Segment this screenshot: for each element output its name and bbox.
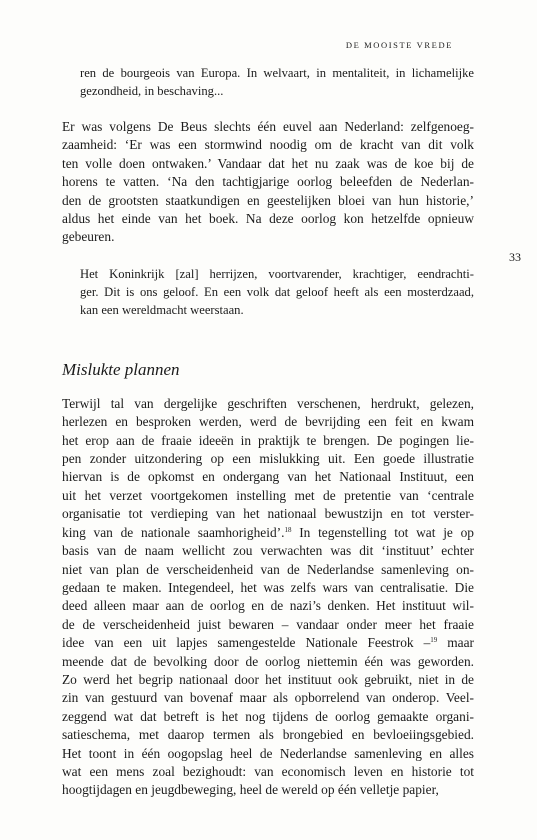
text-line: gedaan te maken. Integendeel, het was zelfs wars van centralisatie. Die [62,579,474,595]
paragraph [62,395,474,800]
text-line: deed alleen maar aan de oorlog en de nazi’s denken. Het instituut wil- [62,598,474,614]
text-line: Er was volgens De Beus slechts één euvel aan Nederland: zelfgenoeg- [62,119,474,134]
text-line: satieschema, met daarop termen als brongebied en bevloeiingsgebied. [62,727,474,743]
section-title: Mislukte plannen [62,359,180,379]
text-line: zin van gestuurd van bovenaf maar als opborrelend van onderop. Veel- [62,690,474,706]
text-line: ger. Dit is ons geloof. En een volk dat geloof heeft als een mosterdzaad, [80,284,474,299]
paragraph [62,118,474,247]
body-text [62,64,474,800]
text-line-tail: In tegenstelling tot wat je op [291,524,474,540]
text-line: king van de nationale saamhorigheid’.$^{18}$ In tegenstelling tot wat je op [62,524,474,540]
text-line: den de grootsten staatkundigen en geestelijken bloei van hun historie,’ [62,192,474,208]
text-line: Terwijl tal van dergelijke geschriften verschenen, herdrukt, gelezen, [62,395,474,411]
text-line: Het toont in één oogopslag heel de Nederlandse samenleving en alles [62,745,474,761]
text-line: niet van plan de verscheidenheid van de Nederlandse samenleving on- [62,561,474,577]
text-line: de de verscheidenheid juist bewaren – vandaar onder meer het fraaie [62,616,474,632]
text-line: ten volle doen ontwaken.’ Vandaar dat het nu zaak was de koe bij de [62,155,474,171]
text-line: Zo werd het begrip nationaal door het instituut ook gebruikt, niet in de [62,671,474,687]
text-line: wat een mens zoal bezighoudt: van economisch leven en historie tot [62,763,474,779]
text-line: organisatie tot verdieping van het nationaal bewustzijn en tot verster- [62,506,474,522]
text-line: meende dat de bevolking door de oorlog niettemin één was geworden. [62,653,474,669]
text-line: kan een wereldmacht weerstaan. [80,302,244,317]
text-line: basis van de naam wellicht zou verwachten was dit ‘instituut’ echter [62,543,474,559]
text-line: horens te vatten. ‘Na den tachtigjarige oorlog beleefden de Nederlan- [62,174,474,190]
text-line: hiervan is de opkomst en ondergang van het Nationaal Instituut, een [62,469,474,485]
text-line: het erop aan de fraaie ideeën in praktijk te brengen. De pogingen lie- [62,432,474,448]
running-head: DE MOOISTE VREDE [345,40,453,50]
text-line-tail: maar [437,635,474,651]
text-line: zeggend wat dat betreft is het nog tijdens de oorlog gemaakte organi- [62,708,474,724]
text-line: herlezen en besproken werden, werd de bevrijding een feit en kwam [62,414,474,430]
text-line: aldus het einde van het boek. Na deze oorlog kon hetzelfde opnieuw [62,211,474,227]
text-line: gezondheid, in beschaving... [80,84,224,98]
block-quote [80,265,474,319]
text-line: Het Koninkrijk [zal] herrijzen, voortvarender, krachtiger, eendrachti- [80,266,474,281]
text-line: zaamheid: ‘Er was een stormwind noodig om de kracht van dit volk [62,137,474,153]
text-line: hoogtijdagen en jeugdbeweging, heel de wereld op één velletje papier, [62,782,439,798]
text-line: idee van een uit lapjes samengestelde Nationale Feestrok –$^{19}$ maar [62,635,474,651]
page-number: 33 [509,250,521,264]
footnote-marker: 19 [430,636,438,645]
block-quote [80,64,474,100]
text-line: gebeuren. [62,229,115,245]
footnote-marker: 18 [284,525,292,534]
text-line: uit het verzet voortgekomen instelling met de pretentie van ‘centrale [62,487,474,503]
text-line: pen zonder uitzondering op een mislukking uit. Een goede illustratie [62,451,474,467]
text-line: ren de bourgeois van Europa. In welvaart, in mentaliteit, in lichamelijke [80,66,474,80]
